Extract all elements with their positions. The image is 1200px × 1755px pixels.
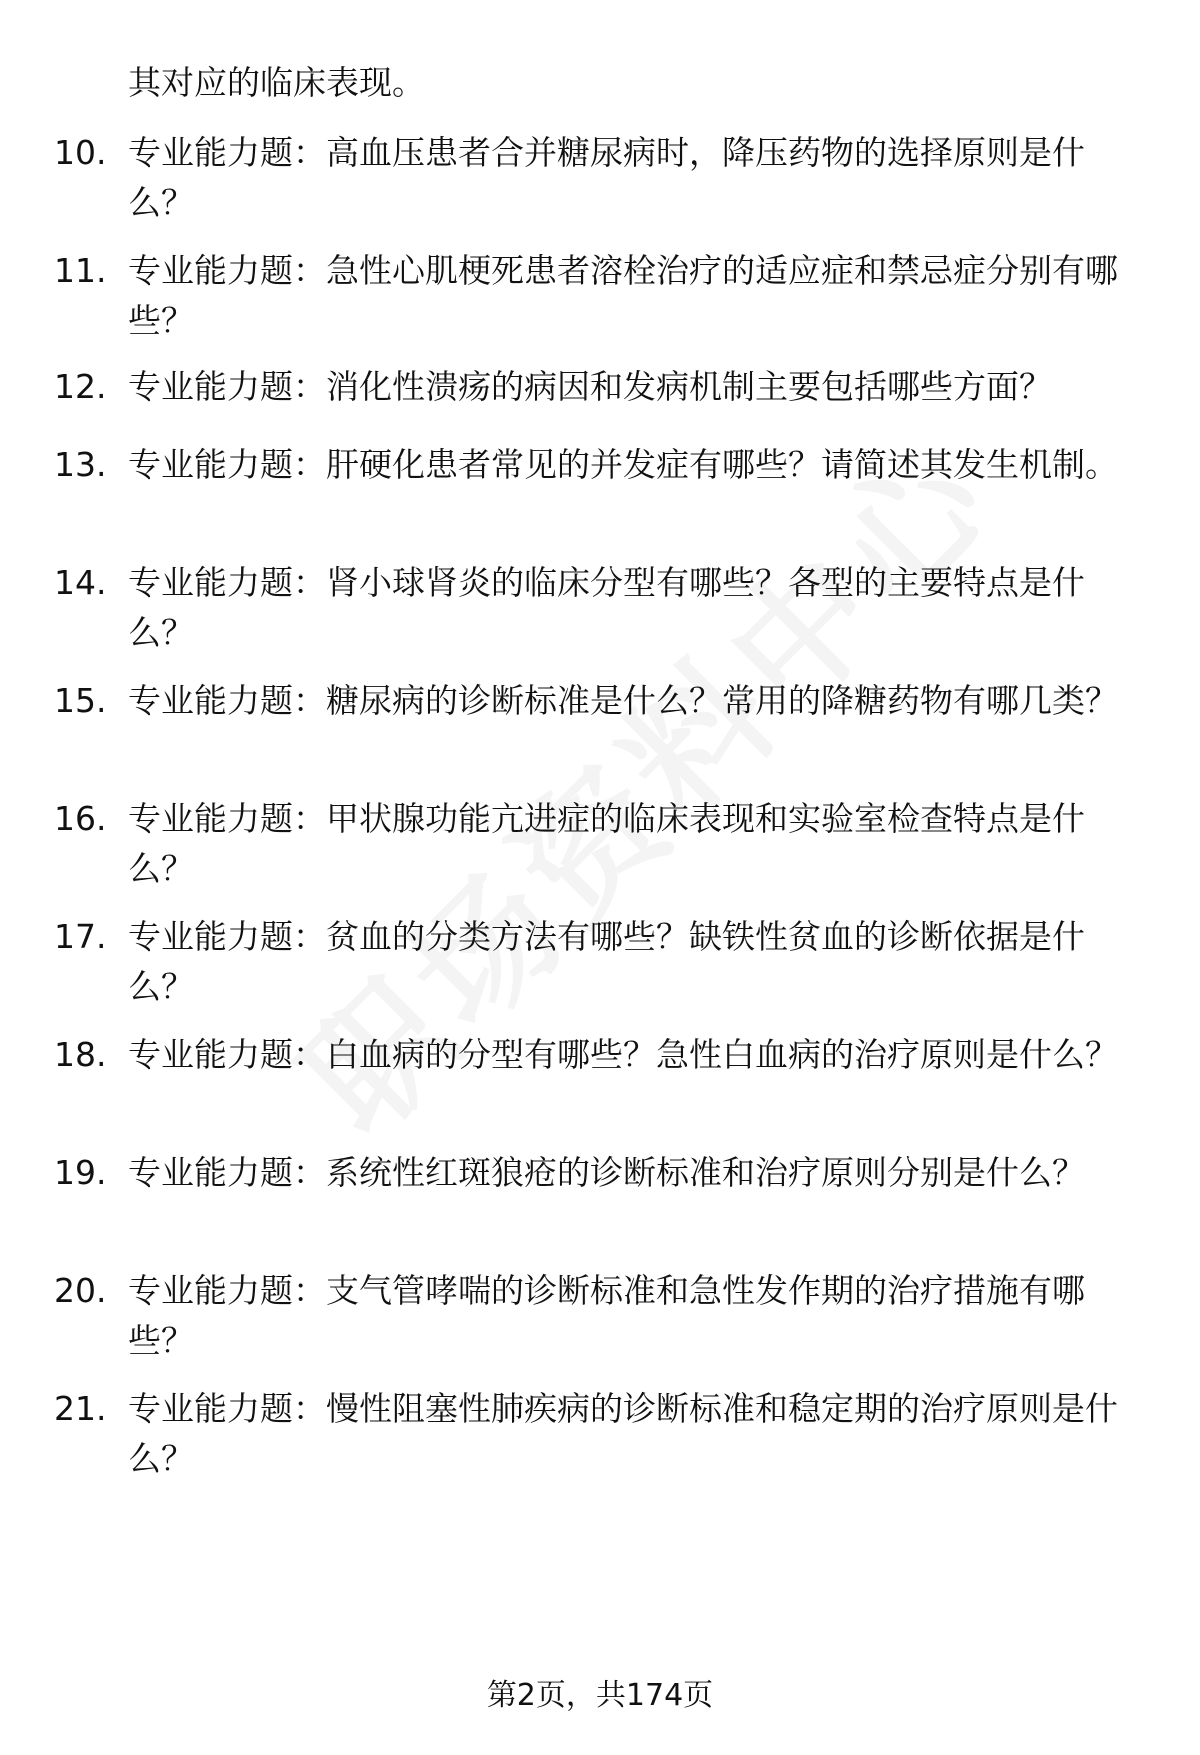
question-text: 专业能力题：消化性溃疡的病因和发病机制主要包括哪些方面？ (128, 367, 1052, 406)
question-number: 18. (54, 1035, 107, 1074)
question-number: 20. (54, 1271, 107, 1310)
question-number: 12. (54, 367, 107, 406)
question-number: 13. (54, 445, 107, 484)
question-text: 专业能力题：白血病的分型有哪些？急性白血病的治疗原则是什么？ (128, 1035, 1118, 1074)
page-footer: 第2页，共174页 (486, 1678, 714, 1713)
watermark (226, 366, 1075, 1215)
question-text: 专业能力题：急性心肌梗死患者溶栓治疗的适应症和禁忌症分别有哪些？ (128, 251, 1118, 340)
continuation-text: 其对应的临床表现。 (128, 63, 425, 102)
question-number: 11. (54, 251, 107, 290)
question-number: 16. (54, 799, 107, 838)
question-text: 专业能力题：糖尿病的诊断标准是什么？常用的降糖药物有哪几类？ (128, 681, 1118, 720)
question-number: 19. (54, 1153, 107, 1192)
question-text: 专业能力题：肾小球肾炎的临床分型有哪些？各型的主要特点是什么？ (128, 563, 1085, 652)
question-number: 10. (54, 133, 107, 172)
question-number: 17. (54, 917, 107, 956)
question-text: 专业能力题：肝硬化患者常见的并发症有哪些？请简述其发生机制。 (128, 445, 1118, 484)
question-number: 21. (54, 1389, 107, 1428)
question-text: 专业能力题：支气管哮喘的诊断标准和急性发作期的治疗措施有哪些？ (128, 1271, 1085, 1360)
question-text: 专业能力题：慢性阻塞性肺疾病的诊断标准和稳定期的治疗原则是什么？ (128, 1389, 1118, 1478)
question-number: 15. (54, 681, 107, 720)
question-text: 专业能力题：高血压患者合并糖尿病时，降压药物的选择原则是什么？ (128, 133, 1085, 222)
question-text: 专业能力题：贫血的分类方法有哪些？缺铁性贫血的诊断依据是什么？ (128, 917, 1085, 1006)
question-text: 专业能力题：甲状腺功能亢进症的临床表现和实验室检查特点是什么？ (128, 799, 1085, 888)
question-text: 专业能力题：系统性红斑狼疮的诊断标准和治疗原则分别是什么？ (128, 1153, 1085, 1192)
question-number: 14. (54, 563, 107, 602)
